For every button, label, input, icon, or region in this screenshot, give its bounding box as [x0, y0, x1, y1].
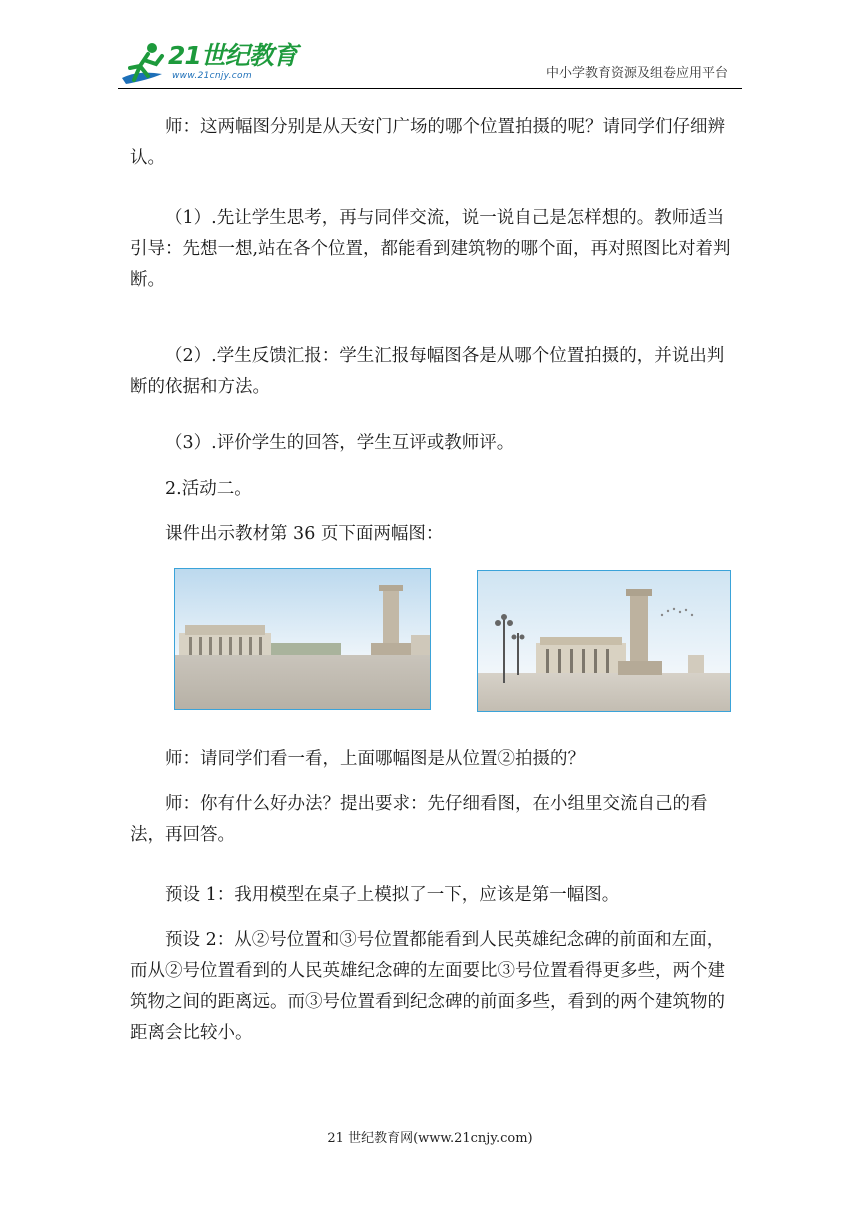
page-footer: 21 世纪教育网(www.21cnjy.com) [327, 1131, 533, 1146]
logo-url: www.21cnjy.com [172, 71, 252, 81]
photo-square-view-2 [477, 570, 731, 712]
paragraph-3: （2）.学生反馈汇报：学生汇报每幅图各是从哪个位置拍摄的，并说出判断的依据和方法。 [130, 346, 725, 397]
paragraph-9: 预设 1：我用模型在桌子上模拟了一下，应该是第一幅图。 [165, 885, 620, 905]
square-photo-2-image [478, 571, 730, 711]
paragraph-7: 师：请同学们看一看，上面哪幅图是从位置②拍摄的？ [165, 749, 585, 769]
paragraph-5: 2.活动二。 [165, 479, 252, 499]
page-header [0, 0, 860, 96]
paragraph-8: 师：你有什么好办法？提出要求：先仔细看图，在小组里交流自己的看法，再回答。 [130, 794, 708, 845]
paragraph-1: 师：这两幅图分别是从天安门广场的哪个位置拍摄的呢？请同学们仔细辨认。 [130, 117, 725, 168]
platform-title: 中小学教育资源及组卷应用平台 [545, 66, 728, 81]
photo-square-view-1 [174, 568, 431, 710]
paragraph-6: 课件出示教材第 36 页下面两幅图： [165, 524, 444, 544]
paragraph-2: （1）.先让学生思考，再与同伴交流，说一说自己是怎样想的。教师适当引导：先想一想,站在各个位置，都能看到建筑物的哪个面，再对照图比对着判断。 [130, 208, 731, 290]
header-divider [118, 88, 742, 89]
paragraph-10: 预设 2：从②号位置和③号位置都能看到人民英雄纪念碑的前面和左面，而从②号位置看到的人民英雄纪念碑的左面要比③号位置看得更多些，两个建筑物之间的距离远。而③号位置看到纪念碑的前面多些，看到的两个建筑物的距离会比较小。 [130, 930, 725, 1043]
logo-text: 21世纪教育 [168, 41, 297, 70]
square-photo-1-image [175, 569, 430, 709]
paragraph-4: （3）.评价学生的回答，学生互评或教师评。 [165, 433, 515, 453]
